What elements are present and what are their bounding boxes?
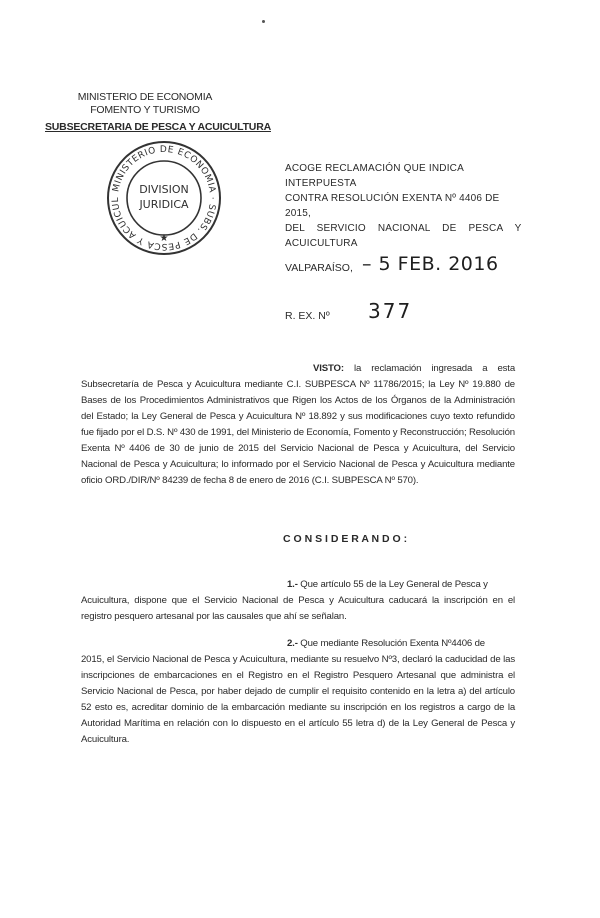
visto-text: la reclamación ingresada a esta Subsecretaría de Pesca y Acuicultura mediante C.I. SUBPESCA Nº 11786/2015; la Ley Nº 19.880 de Bases de los Procedimientos Administrativos que Rigen los Actos de los Órganos de la Administración del Estado; la Ley General de Pesca y Acuicultura Nº 18.892 y sus modificaciones cuyo texto refundido fue fijado por el D.S. Nº 430 de 1991, del Ministerio de Economía, Fomento y Reconstrucción; Resolución Exenta Nº 4406 de 30 de junio de 2015 del Servicio Nacional de Pesca y Acuicultura, del Servicio Nacional de Pesca y Acuicultura; lo informado por el Servicio Nacional de Pesca y Acuicultura mediante oficio ORD./DIR/Nº 84239 de fecha 8 de enero de 2016 (C.I. SUBPESCA Nº 570). xyxy=(81,363,516,486)
place-label: VALPARAÍSO, xyxy=(285,262,353,274)
resolution-label: R. EX. Nº xyxy=(285,310,330,322)
considerando-heading: C O N S I D E R A N D O : xyxy=(283,533,408,545)
subsecretaria-title: SUBSECRETARIA DE PESCA Y ACUICULTURA xyxy=(45,121,271,133)
visto-paragraph xyxy=(81,361,515,489)
item-2-number: 2.- xyxy=(287,638,298,649)
subject-line-4: ACUICULTURA xyxy=(285,238,358,249)
date-stamp: – 5 FEB. 2016 xyxy=(362,253,499,275)
scan-dot xyxy=(262,20,265,23)
stamp-ring-text: MINISTERIO DE ECONOMIA · SUBS. DE PESCA Y ACUICUL xyxy=(110,144,218,252)
stamp-center-line-2: JURIDICA xyxy=(139,198,189,211)
ministry-line-2: FOMENTO Y TURISMO xyxy=(90,104,200,116)
visto-label: VISTO: xyxy=(313,363,344,374)
item-1-number: 1.- xyxy=(287,579,298,590)
considerando-item-2 xyxy=(81,636,515,748)
stamp-star-icon: ★ xyxy=(159,233,169,244)
resolution-subject xyxy=(285,161,525,251)
considerando-item-1 xyxy=(81,577,515,625)
resolution-number: 377 xyxy=(368,299,413,323)
item-2-rest: 2015, el Servicio Nacional de Pesca y Acuicultura, mediante su resuelvo Nº3, declaró la caducidad de las inscripciones de embarcaciones en el Registro en el Registro Pesquero Artesanal que administra el Servicio Nacional de Pesca, por haber dejado de cumplir el requisito contenido en la letra a) del artículo 52 esto es, acreditar dominio de la embarcación mediante su inscripción en los registros a cargo de la Autoridad Marítima en relación con lo dispuesto en el artículo 55 letra d) de la Ley General de Pesca y Acuicultura. xyxy=(81,654,515,745)
stamp-center-line-1: DIVISION xyxy=(139,183,189,196)
item-1-first: Que artículo 55 de la Ley General de Pesca y xyxy=(300,579,488,590)
letterhead xyxy=(70,91,270,116)
division-juridica-stamp xyxy=(104,138,224,258)
item-1-rest: Acuicultura, dispone que el Servicio Nacional de Pesca y Acuicultura caducará la inscripción en el registro pesquero artesanal por las causales que ahí se señalan. xyxy=(81,595,515,622)
subject-line-3: DEL SERVICIO NACIONAL DE PESCA Y xyxy=(285,223,522,234)
subject-line-1: ACOGE RECLAMACIÓN QUE INDICA INTERPUESTA xyxy=(285,163,464,189)
subject-line-2: CONTRA RESOLUCIÓN EXENTA Nº 4406 DE 2015, xyxy=(285,193,500,219)
ministry-line-1: MINISTERIO DE ECONOMIA xyxy=(77,91,213,103)
item-2-first: Que mediante Resolución Exenta Nº4406 de xyxy=(300,638,485,649)
